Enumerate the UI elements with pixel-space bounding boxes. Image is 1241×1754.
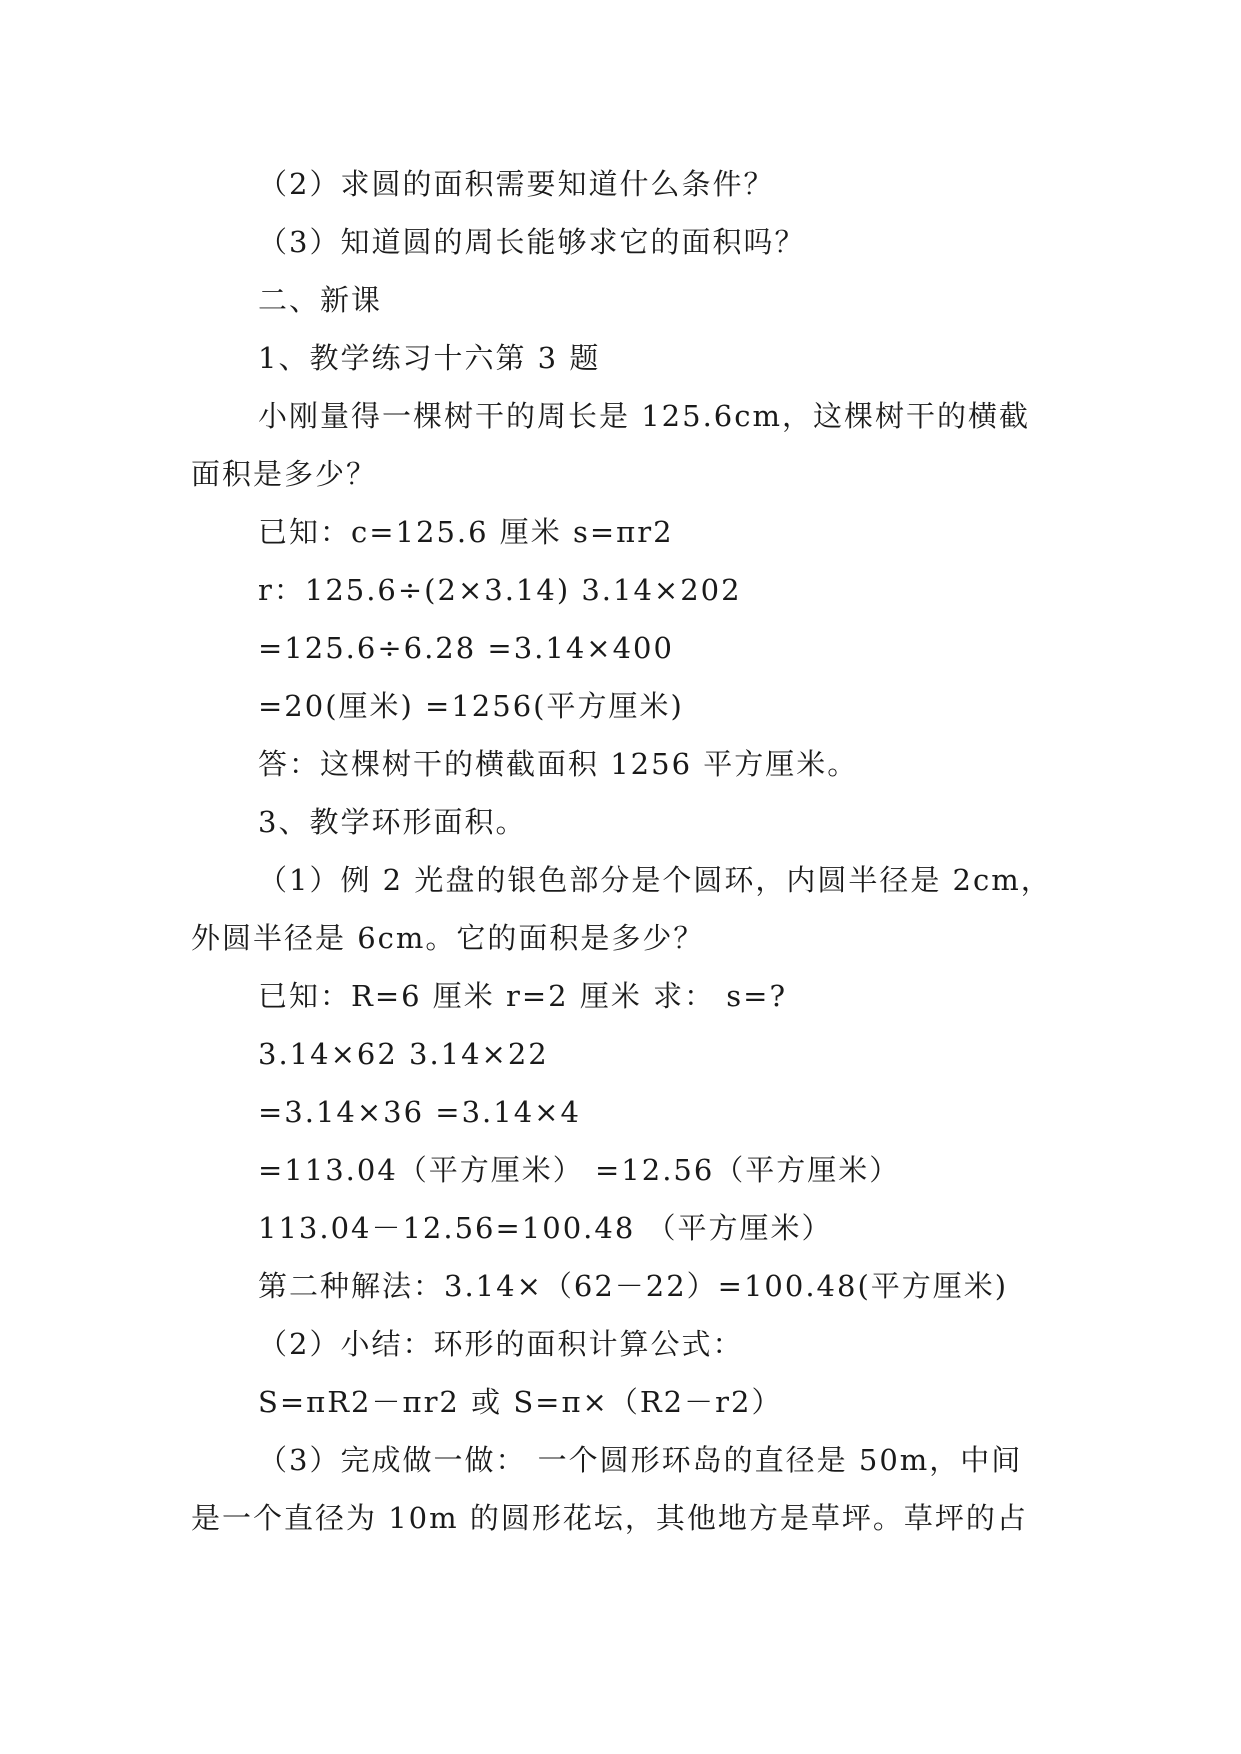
text-line-6: 面积是多少？ xyxy=(191,457,378,491)
text-line-2: （3）知道圆的周长能够求它的面积吗？ xyxy=(258,225,806,259)
text-line-11: 答：这棵树干的横截面积 1256 平方厘米。 xyxy=(258,747,859,781)
text-line-16: 3.14×62 3.14×22 xyxy=(258,1037,549,1071)
text-line-21: （2）小结：环形的面积计算公式： xyxy=(258,1327,744,1361)
text-line-18: =113.04（平方厘米） =12.56（平方厘米） xyxy=(258,1153,901,1187)
text-line-10: =20(厘米) =1256(平方厘米) xyxy=(258,689,684,723)
text-line-24: 是一个直径为 10m 的圆形花坛，其他地方是草坪。草坪的占 xyxy=(191,1501,1028,1535)
text-line-20: 第二种解法：3.14×（62－22）=100.48(平方厘米) xyxy=(258,1269,1009,1303)
text-line-13: （1）例 2 光盘的银色部分是个圆环，内圆半径是 2cm， xyxy=(258,863,1052,897)
text-line-8: r：125.6÷(2×3.14) 3.14×202 xyxy=(258,573,742,607)
text-line-14: 外圆半径是 6cm。它的面积是多少？ xyxy=(191,921,705,955)
text-line-19: 113.04－12.56=100.48 （平方厘米） xyxy=(258,1211,833,1245)
section-heading: 二、新课 xyxy=(258,283,383,317)
text-line-22: S=πR2－πr2 或 S=π×（R2－r2） xyxy=(258,1385,783,1419)
text-line-7: 已知：c=125.6 厘米 s=πr2 xyxy=(258,515,674,549)
text-line-17: =3.14×36 =3.14×4 xyxy=(258,1095,581,1129)
text-line-9: =125.6÷6.28 =3.14×400 xyxy=(258,631,674,665)
text-line-23: （3）完成做一做： 一个圆形环岛的直径是 50m，中间 xyxy=(258,1443,1023,1477)
text-line-5: 小刚量得一棵树干的周长是 125.6cm，这棵树干的横截 xyxy=(258,399,1030,433)
text-line-1: （2）求圆的面积需要知道什么条件？ xyxy=(258,167,775,201)
text-line-12: 3、教学环形面积。 xyxy=(258,805,527,839)
text-line-4: 1、教学练习十六第 3 题 xyxy=(258,341,601,375)
text-line-15: 已知：R=6 厘米 r=2 厘米 求： s=? xyxy=(258,979,788,1013)
